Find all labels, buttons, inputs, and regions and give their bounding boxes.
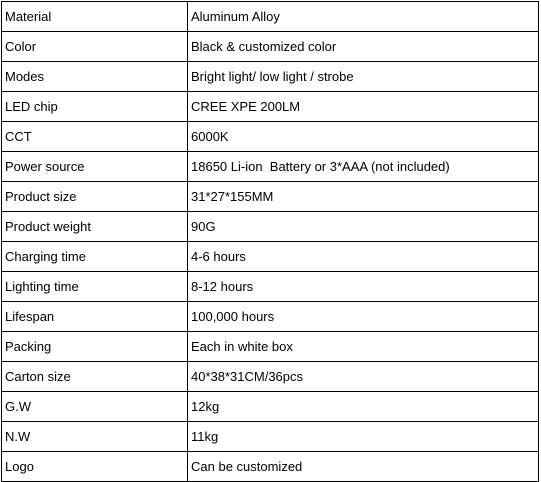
spec-value: Aluminum Alloy	[188, 2, 539, 32]
table-row	[2, 302, 539, 332]
spec-label: Color	[2, 32, 188, 62]
spec-label: Material	[2, 2, 188, 32]
table-row	[2, 92, 539, 122]
spec-value: 11kg	[188, 422, 539, 452]
table-row	[2, 122, 539, 152]
spec-label: Power source	[2, 152, 188, 182]
table-row	[2, 242, 539, 272]
spec-label: N.W	[2, 422, 188, 452]
spec-label: Product size	[2, 182, 188, 212]
table-row	[2, 62, 539, 92]
table-row	[2, 2, 539, 32]
spec-value: 8-12 hours	[188, 272, 539, 302]
spec-value: CREE XPE 200LM	[188, 92, 539, 122]
spec-value: Each in white box	[188, 332, 539, 362]
spec-value: 12kg	[188, 392, 539, 422]
spec-label: Lifespan	[2, 302, 188, 332]
table-row	[2, 362, 539, 392]
spec-value: Can be customized	[188, 452, 539, 482]
table-row	[2, 422, 539, 452]
table-row	[2, 152, 539, 182]
spec-label: CCT	[2, 122, 188, 152]
spec-label: Logo	[2, 452, 188, 482]
table-row	[2, 32, 539, 62]
spec-value: 90G	[188, 212, 539, 242]
spec-label: Packing	[2, 332, 188, 362]
table-row	[2, 392, 539, 422]
table-row	[2, 332, 539, 362]
spec-label: Modes	[2, 62, 188, 92]
table-row	[2, 182, 539, 212]
spec-label: LED chip	[2, 92, 188, 122]
spec-value: 18650 Li-ion Battery or 3*AAA (not included)	[188, 152, 539, 182]
spec-value: Bright light/ low light / strobe	[188, 62, 539, 92]
spec-value: 40*38*31CM/36pcs	[188, 362, 539, 392]
spec-label: Product weight	[2, 212, 188, 242]
spec-value: Black & customized color	[188, 32, 539, 62]
product-spec-table	[1, 1, 539, 482]
spec-label: Lighting time	[2, 272, 188, 302]
spec-label: Charging time	[2, 242, 188, 272]
spec-value: 4-6 hours	[188, 242, 539, 272]
spec-value: 31*27*155MM	[188, 182, 539, 212]
spec-value: 100,000 hours	[188, 302, 539, 332]
spec-table-body	[2, 2, 539, 482]
table-row	[2, 452, 539, 482]
spec-label: G.W	[2, 392, 188, 422]
table-row	[2, 212, 539, 242]
spec-label: Carton size	[2, 362, 188, 392]
spec-value: 6000K	[188, 122, 539, 152]
table-row	[2, 272, 539, 302]
